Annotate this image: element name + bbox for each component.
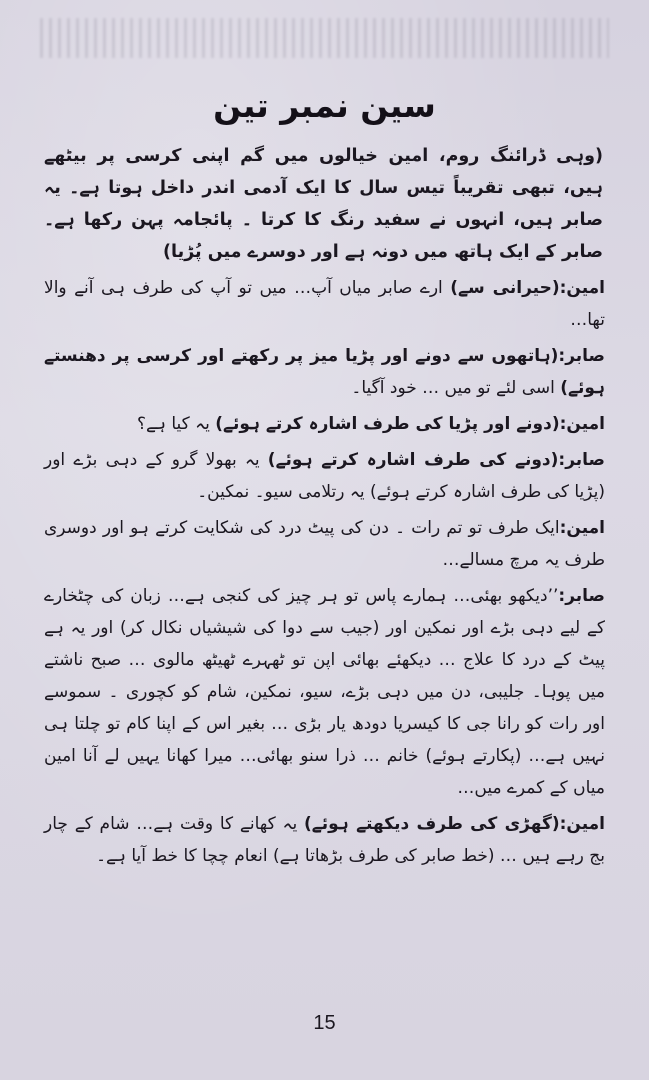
speaker-name: صابر: [558,450,605,470]
script-body [44,140,605,876]
speaker-name: صابر: [558,586,605,606]
action-direction: (دونے اور پڑیا کی طرف اشارہ کرتے ہوئے) [215,414,560,434]
bleed-through-text [40,18,609,58]
dialogue-text: یہ بھولا گرو کے دہی بڑے اور (پڑیا کی طرف اشارہ کرتے ہوئے) یہ رتلامی سیو۔ نمکین۔ [44,450,605,502]
dialogue-text: اسی لئے تو میں … خود آگیا۔ [351,378,561,398]
speaker-name: صابر: [558,346,605,366]
dialogue-line [44,340,605,404]
speaker-name: امین: [559,414,605,434]
dialogue-line [44,272,605,336]
scene-title: سین نمبر تین [213,86,436,125]
dialogue-line [44,512,605,576]
dialogue-text: ’’دیکھو بھئی… ہمارے پاس تو ہر چیز کی کنجی ہے… زبان کی چٹخارے کے لیے دہی بڑے اور نمکین اور (جیب سے دوا کی شیشیاں نکال کر) اور یہ ہے پیٹ کے درد کا علاج … دیکھئے بھائی اپن تو ٹھہرے ٹھیٹھ مالوی … صبح ناشتے میں پوہا۔ جلیبی، دن میں دہی بڑے، سیو، نمکین، شام کو کچوری ۔ سموسے اور رات کو رانا جی کا کیسریا دودھ یار بڑی … بغیر اس کے اپنا کام تو چلتا ہی نہیں ہے… (پکارتے ہوئے) خانم … ذرا سنو بھائی… میرا کھانا یہیں لے آنا امین میاں کے کمرے میں… [44,586,605,798]
page-number: 15 [313,1012,336,1034]
dialogue-text: یہ کیا ہے؟ [136,414,216,434]
stage-direction: (وہی ڈرائنگ روم، امین خیالوں میں گم اپنی کرسی پر بیٹھے ہیں، تبھی تقریباً تیس سال کا ایک آدمی اندر داخل ہوتا ہے۔ یہ صابر ہیں، انہوں نے سفید رنگ کا کرتا ۔ پائجامہ پہن رکھا ہے۔ صابر کے ایک ہاتھ میں دونہ ہے اور دوسرے میں پُڑیا) [44,146,603,262]
action-direction: (ہاتھوں سے دونے اور پڑیا میز پر رکھتے اور کرسی پر دھنستے ہوئے) [44,346,605,398]
speaker-name: امین: [559,518,605,538]
dialogue-text: ارے صابر میاں آپ… میں تو آپ کی طرف ہی آنے والا تھا… [44,278,605,330]
dialogue-line [44,408,605,440]
dialogue-line [44,808,605,872]
action-direction: (دونے کی طرف اشارہ کرتے ہوئے) [267,450,559,470]
dialogue-line [44,580,605,804]
dialogue-text: یہ کھانے کا وقت ہے… شام کے چار بج رہے ہیں … (خط صابر کی طرف بڑھاتا ہے) انعام چچا کا خط آیا ہے۔ [44,814,605,866]
dialogue-line [44,444,605,508]
dialogue-text: ایک طرف تو تم رات ۔ دن کی پیٹ درد کی شکایت کرتے ہو اور دوسری طرف یہ مرچ مسالے… [44,518,605,570]
action-direction: (گھڑی کی طرف دیکھتے ہوئے) [304,814,560,834]
action-direction: (حیرانی سے) [450,278,560,298]
speaker-name: امین: [559,278,605,298]
speaker-name: امین: [559,814,605,834]
